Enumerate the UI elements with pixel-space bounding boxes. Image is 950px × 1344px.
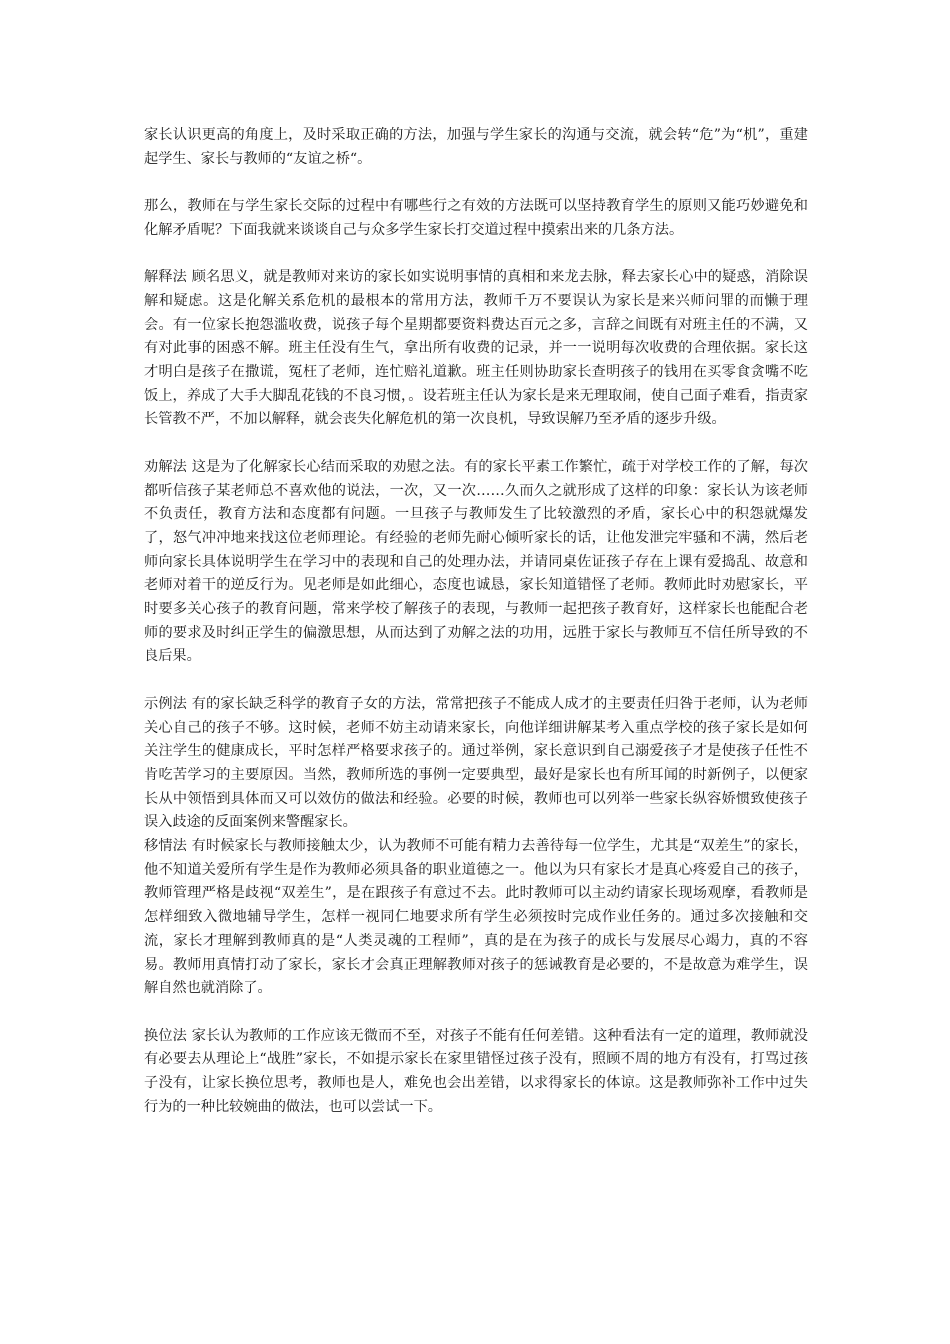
paragraph-example-method xyxy=(144,693,808,835)
paragraph-perspective-method xyxy=(144,1025,808,1120)
paragraph-1 xyxy=(144,124,808,171)
method-term-perspective: 换位法 xyxy=(144,1027,188,1044)
paragraph-1-text: 家长认识更高的角度上，及时采取正确的方法，加强与学生家长的沟通与交流，就会转“危”为“机”，重建起学生、家长与教师的“友谊之桥“。 xyxy=(144,127,808,167)
paragraph-empathy-text: 有时候家长与教师接触太少，认为教师不可能有精力去善待每一位学生，尤其是“双差生”的家长，他不知道关爱所有学生是作为教师必须具备的职业道德之一。他以为只有家长才是真心疼爱自己的孩子，教师管理严格是歧视“双差生”，是在跟孩子有意过不去。此时教师可以主动约请家长现场观摩，看教师是怎样细致入微地辅导学生，怎样一视同仁地要求所有学生必须按时完成作业任务的。通过多次接触和交流，家长才理解到教师真的是“人类灵魂的工程师”，真的是在为孩子的成长与发展尽心竭力，真的不容易。教师用真情打动了家长，家长才会真正理解教师对孩子的惩诫教育是必要的，不是故意为难学生，误解自然也就消除了。 xyxy=(144,838,808,997)
paragraph-persuasion-text: 这是为了化解家长心结而采取的劝慰之法。有的家长平素工作繁忙，疏于对学校工作的了解，每次都听信孩子某老师总不喜欢他的说法，一次，又一次……久而久之就形成了这样的印象：家长认为该老师不负责任，教育方法和态度都有问题。一旦孩子与教师发生了比较激烈的矛盾，家长心中的积怨就爆发了，怒气冲冲地来找这位老师理论。有经验的老师先耐心倾听家长的话，让他发泄完牢骚和不满，然后老师向家长具体说明学生在学习中的表现和自己的处理办法，并请同桌佐证孩子存在上课有爱捣乱、故意和老师对着干的逆反行为。见老师是如此细心，态度也诚恳，家长知道错怪了老师。教师此时劝慰家长，平时要多关心孩子的教育问题，常来学校了解孩子的表现，与教师一起把孩子教育好，这样家长也能配合老师的要求及时纠正学生的偏激思想，从而达到了劝解之法的功用，远胜于家长与教师互不信任所导致的不良后果。 xyxy=(144,458,808,665)
paragraph-explanation-text: 顾名思义，就是教师对来访的家长如实说明事情的真相和来龙去脉，释去家长心中的疑惑，消除误解和疑虑。这是化解关系危机的最根本的常用方法，教师千万不要误认为家长是来兴师问罪的而懒于理会。有一位家长抱怨滥收费，说孩子每个星期都要资料费达百元之多，言辞之间既有对班主任的不满，又有对此事的困惑不解。班主任没有生气，拿出所有收费的记录，并一一说明每次收费的合理依据。家长这才明白是孩子在撒谎，冤枉了老师，连忙赔礼道歉。班主任则协助家长查明孩子的钱用在买零食贪嘴不吃饭上，养成了大手大脚乱花钱的不良习惯，。设若班主任认为家长是来无理取闹，使自己面子难看，指责家长管教不严，不加以解释，就会丧失化解危机的第一次良机，导致误解乃至矛盾的逐步升级。 xyxy=(144,269,808,428)
paragraph-perspective-text: 家长认为教师的工作应该无微而不至，对孩子不能有任何差错。这种看法有一定的道理，教师就没有必要去从理论上“战胜”家长，不如提示家长在家里错怪过孩子没有，照顾不周的地方有没有，打骂过孩子没有，让家长换位思考，教师也是人，难免也会出差错，以求得家长的体谅。这是教师弥补工作中过失行为的一种比较婉曲的做法，也可以尝试一下。 xyxy=(144,1027,808,1115)
paragraph-explanation-method xyxy=(144,266,808,432)
paragraph-empathy-method xyxy=(144,835,808,1001)
method-term-example: 示例法 xyxy=(144,695,188,712)
method-term-explanation: 解释法 xyxy=(144,269,188,286)
paragraph-persuasion-method xyxy=(144,456,808,669)
paragraph-example-text: 有的家长缺乏科学的教育子女的方法，常常把孩子不能成人成才的主要责任归咎于老师，认为老师关心自己的孩子不够。这时候，老师不妨主动请来家长，向他详细讲解某考入重点学校的孩子家长是如何关注学生的健康成长，平时怎样严格要求孩子的。通过举例，家长意识到自己溺爱孩子才是使孩子任性不肯吃苦学习的主要原因。当然，教师所选的事例一定要典型，最好是家长也有所耳闻的时新例子，以便家长从中领悟到具体而又可以效仿的做法和经验。必要的时候，教师也可以列举一些家长纵容娇惯致使孩子误入歧途的反面案例来警醒家长。 xyxy=(144,695,808,831)
method-term-persuasion: 劝解法 xyxy=(144,458,188,475)
paragraph-2 xyxy=(144,195,808,242)
method-term-empathy: 移情法 xyxy=(144,838,187,855)
document-body xyxy=(144,124,808,1143)
paragraph-2-text: 那么，教师在与学生家长交际的过程中有哪些行之有效的方法既可以坚持教育学生的原则又能巧妙避免和化解矛盾呢？下面我就来谈谈自己与众多学生家长打交道过程中摸索出来的几条方法。 xyxy=(144,198,808,238)
